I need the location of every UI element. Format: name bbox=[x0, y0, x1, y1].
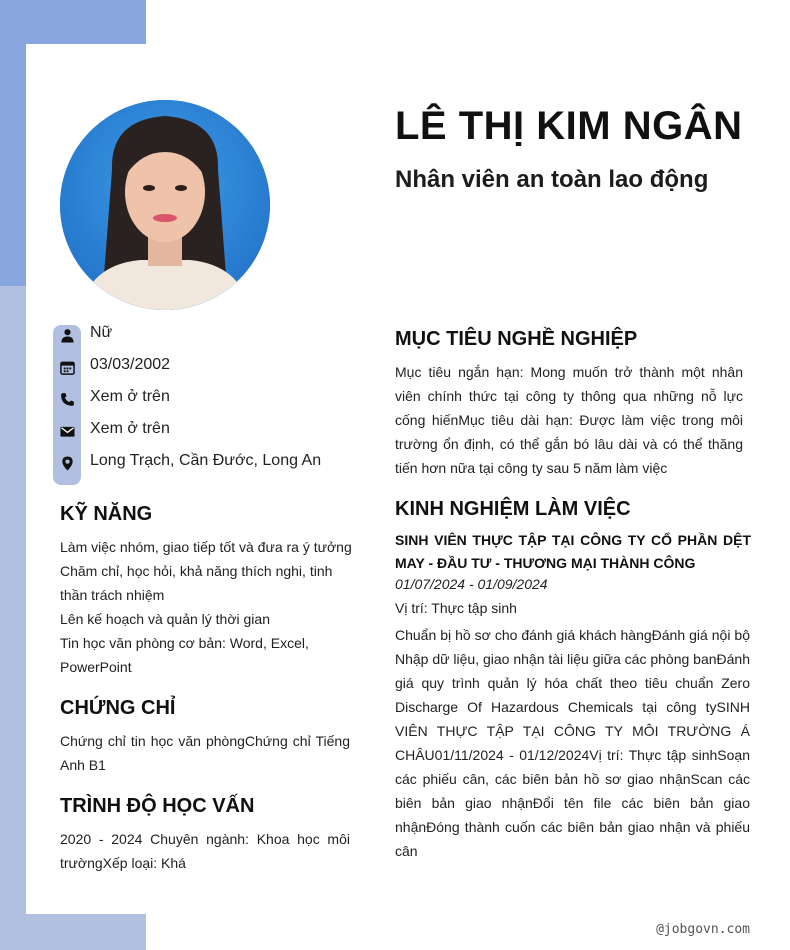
footer-watermark: @jobgovn.com bbox=[656, 922, 750, 937]
objective-text: Mục tiêu ngắn hạn: Mong muốn trở thành một nhân viên chính thức tại công ty thông qua những nỗ lực cống hiếnMục tiêu dài hạn: Được làm việc trong môi trường ổn định, có thể gắn bó lâu dài và có thể thăng tiến hơn nữa tại công ty sau 5 năm làm việc bbox=[395, 364, 743, 476]
location-pin-icon bbox=[60, 456, 75, 471]
experience-company: SINH VIÊN THỰC TẬP TẠI CÔNG TY CỔ PHẦN DỆT MAY - ĐẦU TƯ - THƯƠNG MẠI THÀNH CÔNG bbox=[395, 532, 751, 571]
experience-position: Vị trí: Thực tập sinh bbox=[395, 600, 517, 616]
phone-icon bbox=[60, 392, 75, 407]
skill-item: Lên kế hoạch và quản lý thời gian bbox=[60, 611, 270, 627]
decor-block-side bbox=[0, 286, 26, 950]
address-value: Long Trạch, Cần Đước, Long An bbox=[90, 452, 322, 469]
experience-title: KINH NGHIỆM LÀM VIỆC bbox=[395, 498, 631, 520]
candidate-job-title: Nhân viên an toàn lao động bbox=[395, 166, 709, 193]
contact-address bbox=[53, 450, 383, 478]
skill-item: Làm việc nhóm, giao tiếp tốt và đưa ra ý tưởng bbox=[60, 539, 352, 555]
experience-description: Chuẩn bị hồ sơ cho đánh giá khách hàngĐánh giá nội bộ Nhập dữ liệu, giao nhận tài liệu giữa các phòng banĐánh giá quy trình quản lý hóa chất theo tiêu chuẩn Zero Discharge Of Hazardous Chemicals tại công tySINH VIÊN THỰC TẬP TẠI CÔNG TY MÔI TRƯỜNG Á CHÂU01/11/2024 - 01/12/2024Vị trí: Thực tập sinhSoạn các phiếu cân, các biên bản hồ sơ giao nhậnScan các biên bản giao nhậnĐổi tên file các biên bản giao nhậnĐóng thành cuốn các biên bản giao nhận và phiếu cân bbox=[395, 627, 750, 859]
gender-value: Nữ bbox=[90, 324, 113, 341]
education-title: TRÌNH ĐỘ HỌC VẤN bbox=[60, 795, 255, 817]
skill-item: Tin học văn phòng cơ bản: Word, Excel, PowerPoint bbox=[60, 635, 309, 675]
email-value: Xem ở trên bbox=[90, 420, 170, 437]
contact-gender bbox=[53, 322, 383, 350]
portrait-image bbox=[60, 100, 270, 310]
decor-block-bottom bbox=[26, 914, 146, 950]
user-icon bbox=[60, 328, 75, 343]
mail-icon bbox=[60, 424, 75, 439]
certificates-title: CHỨNG CHỈ bbox=[60, 697, 176, 719]
phone-value: Xem ở trên bbox=[90, 388, 170, 405]
skills-list bbox=[60, 535, 352, 679]
education-text: 2020 - 2024 Chuyên ngành: Khoa học môi trườngXếp loại: Khá bbox=[60, 831, 350, 871]
profile-photo bbox=[60, 100, 270, 310]
birthdate-value: 03/03/2002 bbox=[90, 356, 171, 373]
calendar-icon bbox=[60, 360, 75, 375]
skills-title: KỸ NĂNG bbox=[60, 503, 153, 525]
experience-dates: 01/07/2024 - 01/09/2024 bbox=[395, 576, 548, 592]
contact-phone bbox=[53, 386, 383, 414]
objective-title: MỤC TIÊU NGHỀ NGHIỆP bbox=[395, 328, 638, 350]
contact-email bbox=[53, 418, 383, 446]
candidate-name: LÊ THỊ KIM NGÂN bbox=[395, 104, 743, 148]
certificates-text: Chứng chỉ tin học văn phòngChứng chỉ Tiếng Anh B1 bbox=[60, 733, 350, 773]
contact-birthdate bbox=[53, 354, 383, 382]
skill-item: Chăm chỉ, học hỏi, khả năng thích nghi, tinh thần trách nhiệm bbox=[60, 563, 333, 603]
